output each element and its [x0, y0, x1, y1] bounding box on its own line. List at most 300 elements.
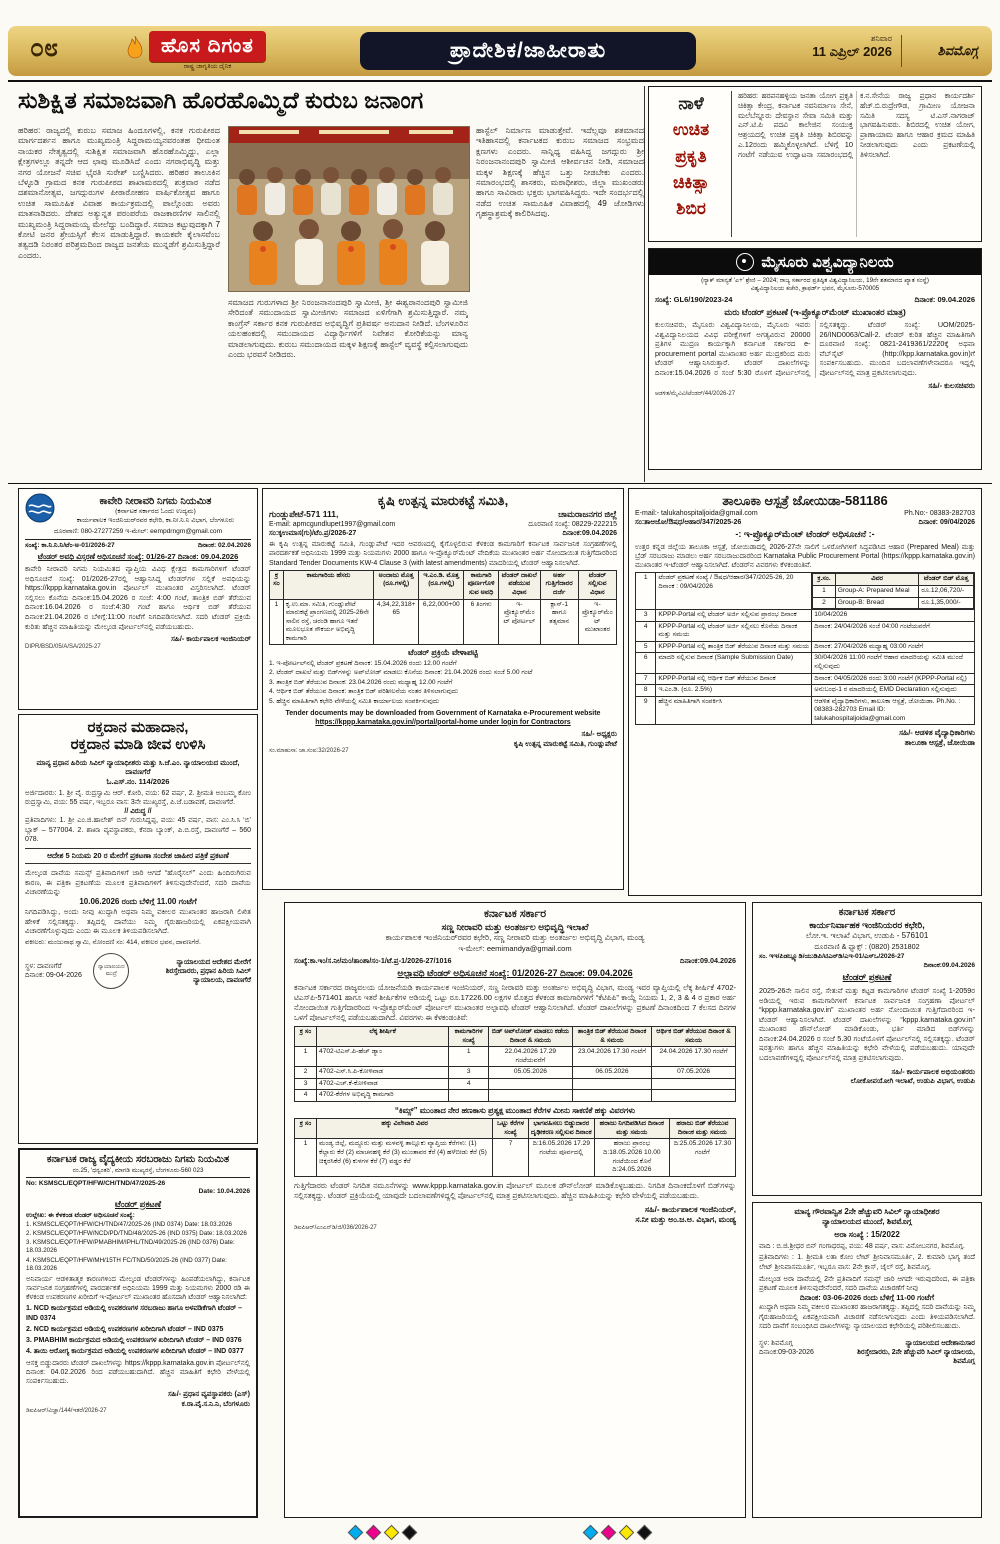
apmc-cell-sl: 1: [270, 599, 284, 645]
mandya-t2-sl: 1: [295, 1139, 317, 1176]
apmc-table-body: [270, 599, 617, 645]
mandya-tender-box: [284, 902, 746, 1518]
joida-row1-number: 1: [636, 573, 656, 610]
newspaper-tagline: ರಾಷ್ಟ್ರ ಜಾಗೃತಿಯ ದೈನಿಕ: [183, 63, 232, 70]
mandya-sign-1: ಸಹಿ/- ಕಾರ್ಯಪಾಲಕ ಇಂಜಿನಿಯರ್,: [644, 1204, 736, 1214]
registration-mark-magenta: [601, 1525, 617, 1541]
kaveri-contact: ದೂರವಾಣಿ: 080-27277259 ಇ-ಮೇಲ್: eempdrngm@gmail.com: [53, 528, 223, 535]
flame-icon: [126, 36, 144, 67]
ksmscl-sign-1: ಸಹಿ/- ಪ್ರಧಾನ ವ್ಯವಸ್ಥಾಪಕರು (ಎಸ್): [167, 1389, 250, 1399]
joida-intro: ಉತ್ತರ ಕನ್ನಡ ಜಿಲ್ಲೆಯ ತಾಲೂಕಾ ಆಸ್ಪತ್ರೆ, ಜೋಯಿಡಾದಲ್ಲಿ 2026-27ನೇ ಸಾಲಿಗೆ ಒಳರೋಗಿಗಳಿಗೆ ಸಿದ್ಧಪಡಿಸಿದ ಆಹಾರ (Prepared Meal) ಮತ್ತು ಬ್ರೆಡ್ ಸರಬರಾಜು ಮಾಡಲು ಅರ್ಹ ಸರಬರಾಜುದಾರರಿಂದ Karnataka Public Procurement Portal (https://kppp.karnataka.gov.in) ಮುಖಾಂತರ ಇ-ಟೆಂಡರ್ ಆಹ್ವಾನಿಸಲಾಗಿದೆ. ಟೆಂಡರ್‌ನ ವಿವರಗಳು ಕೆಳಕಂಡಂತಿವೆ.: [635, 543, 975, 570]
ksmscl-address: ನಂ.25, ‘ಧನ್ವಂತರಿ’, ಮಾಗಡಿ ಮುಖ್ಯರಸ್ತೆ, ಬೆಂಗಳೂರು-560 023: [72, 1166, 204, 1174]
ksmscl-ref-item: 1. KSMSCL/EQPT/HFW/CH/TND/47/2025-26 (IND 0374) Date: 18.03.2026: [26, 1221, 232, 1229]
udupi-title: ಟೆಂಡರ್ ಪ್ರಕಟಣೆ: [842, 972, 892, 983]
apmc-table-header: ಕಾಮಗಾರಿ ಪೂರ್ಣಗೊಳಿಸುವ ಅವಧಿ: [464, 570, 499, 599]
registration-mark-black: [637, 1525, 653, 1541]
apmc-cell-class: ಕ್ಲಾಸ್-1 ಹಾಗೂ ತತ್ಸಮಾನ: [540, 599, 578, 645]
ksmscl-tender-item: 1. NCD ಕಾರ್ಯಕ್ರಮದ ಅಡಿಯಲ್ಲಿ ಉಪಕರಣಗಳ ಸರಬರಾಜು ಹಾಗೂ ಅಳವಡಿಕೆಗಾಗಿ ಟೆಂಡರ್ – IND 0374: [26, 1305, 243, 1322]
court2-plaintiff: ವಾದಿ : ಬಿ.ಜಿ.ಶ್ರೀಧರ ಬಿನ್ ಗಂಗಾಧರಪ್ಪ, ವಯ: 48 ವರ್ಷ, ವಾಸ: ವಿನೋಬನಗರ, ಶಿವಮೊಗ್ಗ.: [759, 1243, 965, 1251]
mandya-t1-count: 1: [449, 1047, 489, 1067]
court1-hearing-date: 10.06.2026 ರಂದು ಬೆಳಿಗ್ಗೆ 11.00 ಗಂಟೆಗೆ: [79, 896, 197, 906]
lead-headline: ಸುಶಿಕ್ಷಿತ ಸಮಾಜವಾಗಿ ಹೊರಹೊಮ್ಮಿದೆ ಕುರುಬ ಜನಾಂಗ: [18, 87, 424, 113]
mandya-t1-upload: 22.04.2026 17.29 ಗಂಟೆಯವರೆಗೆ: [489, 1047, 573, 1067]
joida-date: ದಿನಾಂಕ: 09/04/2026: [918, 518, 975, 526]
article-photo-graphic: [229, 127, 469, 291]
court2-title-1: ಮಾನ್ಯ ಗೌರವಾನ್ವಿತ 2ನೇ ಹೆಚ್ಚುವರಿ ಸಿವಿಲ್ ನ್ಯಾಯಾಧೀಶರ: [794, 1207, 940, 1216]
apmc-table-header: ಅಂದಾಜು ಮೊತ್ತ (ರೂ.ಗಳಲ್ಲಿ): [374, 570, 419, 599]
table-row: [636, 573, 975, 610]
joida-tender-box: [628, 488, 982, 896]
court1-versus: // ವಿರುದ್ಧ //: [124, 808, 152, 816]
mandya-t1-sl: 2: [295, 1067, 317, 1079]
printer-registration-marks: [0, 1527, 1000, 1538]
kaveri-tender-box: [18, 488, 258, 710]
mandya-t1-finbid: [652, 1090, 736, 1102]
joida-group-desc: Group-B: Bread: [835, 597, 919, 609]
court2-title-2: ನ್ಯಾಯಾಲಯದ ಮುಂದೆ, ಶಿವಮೊಗ್ಗ: [822, 1217, 912, 1227]
day-label: ಶನಿವಾರ: [870, 34, 892, 43]
camp-title-word: ಶಿಬಿರ: [676, 199, 706, 219]
apmc-cell-estimate: 4,34,22,318+65: [374, 599, 419, 645]
university-accreditation: (ನ್ಯಾಕ್ ಮಾನ್ಯತೆ ‘ಎ+’ ಶ್ರೇಣಿ – 2024; ರಾಜ್ಯ ಸರ್ಕಾರದ ಪ್ರತಿಷ್ಠಿತ ವಿಶ್ವವಿದ್ಯಾನಿಲಯ, 19ನೇ ಶತಮಾನದ ಖ್ಯಾತ ಸಂಸ್ಥೆ): [701, 277, 929, 284]
joida-group-table: [812, 573, 974, 609]
registration-mark-cyan: [348, 1525, 364, 1541]
apmc-intro: ಈ ಕೃಷಿ ಉತ್ಪನ್ನ ಮಾರುಕಟ್ಟೆ ಸಮಿತಿ, ಗುಂಡ್ಲುಪೇಟೆ ಇದರ ಆವರಣದಲ್ಲಿ ಕೈಗೊಳ್ಳಲಿರುವ ಕೆಳಕಂಡ ಕಾಮಗಾರಿಗೆ ಕರ್ನಾಟಕ ಸಾರ್ವಜನಿಕ ಸಂಗ್ರಹಣೆಗಳಲ್ಲಿ ಪಾರದರ್ಶಕತೆ ಅಧಿನಿಯಮ 1999 ಮತ್ತು ನಿಯಮಗಳು 2000 ಹಾಗೂ ಇ-ಪ್ರೊಕ್ಯೂರ್‌ಮೆಂಟ್ ವೇದಿಕೆಯ ಮುಖಾಂತರ ಅರ್ಹ ನೋಂದಾಯಿತ ಗುತ್ತಿಗೆದಾರರಿಂದ Standard Tender Documents KW-4 Clause 3 (with latest amendments) ಮಾದರಿಯಲ್ಲಿ ಟೆಂಡರ್ ಆಹ್ವಾನಿಸಲಾಗಿದೆ.: [269, 541, 617, 567]
table-row: [813, 597, 974, 609]
mandya-t1-techbid: [572, 1078, 651, 1090]
joida-row-label: KPPP-Portal ನಲ್ಲಿ ತಾಂತ್ರಿಕ ಬಿಡ್ ತೆರೆಯುವ ದಿನಾಂಕ ಮತ್ತು ಸಮಯ: [656, 641, 812, 653]
mandya-t1-sl: 1: [295, 1047, 317, 1067]
kaveri-org-name: ಕಾವೇರಿ ನೀರಾವರಿ ನಿಗಮ ನಿಯಮಿತ: [99, 495, 212, 507]
court1-body-1: ಮೇಲ್ಕಂಡ ದಾವೆಯ ಸಮನ್ಸ್ ಪ್ರತಿವಾದಿಗಳಿಗೆ ಜಾರಿ ಆಗದೆ “ಹೊರೈಸಲ್” ಎಂದು ಹಿಂದಿರುಗಿರುವ ಕಾರಣ, ಈ ಪತ್ರಿಕಾ ಪ್ರಕಟಣೆಯ ಮೂಲಕ ಪ್ರತಿವಾದಿಗಳಿಗೆ ತಿಳಿಸುವುದೇನೆಂದರೆ, ಸದರಿ ದಾವೆಯ ವಿಚಾರಣೆಯನ್ನು: [25, 868, 251, 897]
mandya-dept: ಸಣ್ಣ ನೀರಾವರಿ ಮತ್ತು ಅಂತರ್ಜಲ ಅಭಿವೃದ್ಧಿ ಇಲಾಖೆ: [441, 921, 589, 932]
udupi-phone: ದೂರವಾಣಿ & ಫ್ಯಾಕ್ಸ್ : (0820) 2531802: [814, 941, 920, 951]
mandya-t1-header: ಲೆಕ್ಕ ಶೀರ್ಷಿಕೆ: [317, 1026, 449, 1046]
university-name: ಮೈಸೂರು ವಿಶ್ವವಿದ್ಯಾನಿಲಯ: [761, 253, 894, 271]
university-signature: ಸಹಿ/- ಕುಲಸಚಿವರು: [928, 380, 975, 390]
udupi-sign-1: ಸಹಿ/- ಕಾರ್ಯಪಾಲಕ ಅಭಿಯಂತರರು: [891, 1066, 975, 1076]
court-notice-davangere: [18, 714, 258, 1144]
mandya-t2-open: ದಿ:25.05.2026 17.30 ಗಂಟೆಗೆ: [669, 1139, 735, 1176]
joida-group-sl: 2: [813, 597, 836, 609]
apmc-cell-period: 6 ತಿಂಗಳು: [464, 599, 499, 645]
joida-group-header-row: [813, 574, 974, 586]
apmc-schedule-item: 2. ಟೆಂಡರ್ ದಾಖಲೆ ಮತ್ತು ಬಿಡ್‌ಗಳನ್ನು ಅಪ್‌ಲೋಡ್ ಮಾಡಲು ಕೊನೆಯ ದಿನಾಂಕ: 21.04.2026 ರಂದು ಸಂಜೆ 5.00 ಗಂಟೆ: [269, 669, 533, 677]
apmc-schedule-item: 4. ಆರ್ಥಿಕ ಬಿಡ್ ತೆರೆಯುವ ದಿನಾಂಕ: ತಾಂತ್ರಿಕ ಬಿಡ್ ಪರಿಶೀಲನೆಯ ನಂತರ ತಿಳಿಸಲಾಗುವುದು: [269, 688, 459, 696]
court1-lawyer: ವಕೀಲರು: ಮಂಜುನಾಥ ಸ್ವಾಮಿ, ನೋಂದಣಿ ಸಂ: 414, ವಕೀಲರ ಭವನ, ದಾವಣಗೆರೆ.: [25, 938, 201, 946]
udupi-date: ದಿನಾಂಕ:09.04.2026: [923, 961, 975, 969]
table-row: [813, 586, 974, 598]
joida-ref: ಸಂ:ತಾಆಜೋ/ಔಷಧ/ಆಹಾರ/347/2025-26: [635, 518, 742, 526]
apmc-download-note: Tender documents may be downloaded from Government of Karnataka e-Procurement website: [285, 709, 601, 717]
ksmscl-title: ಟೆಂಡರ್ ಪ್ರಕಟಣೆ: [114, 1198, 162, 1209]
ksmscl-item-list: [26, 1304, 250, 1356]
mandya-t1-header: ಕಾಮಗಾರಿಗಳ ಸಂಖ್ಯೆ: [449, 1026, 489, 1046]
nature-camp-notice: [648, 86, 982, 242]
mandya-t1-techbid: 23.04.2026 17.30 ಗಂಟೆಗೆ: [572, 1047, 651, 1067]
camp-title: [655, 91, 732, 237]
mandya-t1-techbid: 06.05.2026: [572, 1067, 651, 1079]
apmc-schedule-item: 5. ಹೆಚ್ಚಿನ ಮಾಹಿತಿಗಾಗಿ ಕಛೇರಿ ವೇಳೆಯಲ್ಲಿ ಸಮಿತಿ ಕಾರ್ಯಾಲಯ ಸಂಪರ್ಕಿಸುವುದು: [269, 697, 440, 705]
court2-sign-1: ನ್ಯಾಯಾಲಯದ ಆದೇಶಾನುಸಾರ: [905, 1340, 975, 1348]
mandya-t1-upload: [489, 1078, 573, 1090]
court2-sign-2: ಶಿರಸ್ತೇದಾರರು, 2ನೇ ಹೆಚ್ಚುವರಿ ಸಿವಿಲ್ ನ್ಯಾಯಾಲಯ, ಶಿವಮೊಗ್ಗ: [857, 1349, 975, 1366]
mandya-t1-finbid: 07.05.2026: [652, 1067, 736, 1079]
university-tender-box: [648, 248, 982, 470]
ksmscl-ref-item: 3. KSMSCL/EQPT/HFW/PMABHIM/IPHL/TND/49/2025-26 (IND 0376) Date: 18.03.2026: [26, 1239, 235, 1255]
udupi-govt: ಕರ್ನಾಟಕ ಸರ್ಕಾರ: [838, 907, 896, 918]
ksmscl-name: ಕರ್ನಾಟಕ ರಾಜ್ಯ ವೈದ್ಯಕೀಯ ಸರಬರಾಜು ನಿಗಮ ನಿಯಮಿತ: [46, 1154, 230, 1165]
mandya-table-1: [294, 1026, 736, 1102]
court2-hearing-date: ದಿನಾಂಕ: 03-06-2026 ರಂದು ಬೆಳಿಗ್ಗೆ 11-00 ಗಂಟೆಗೆ: [799, 1293, 935, 1303]
mandya-t1-count: 3: [449, 1067, 489, 1079]
apmc-table-header-row: [270, 570, 617, 599]
joida-group-amount: ರೂ.1,35,000/-: [919, 597, 974, 609]
university-body: [655, 320, 975, 377]
lead-article: [18, 88, 644, 482]
joida-row-label: ಇ.ಎಂ.ಡಿ. (ರೂ. 2.5%): [656, 685, 812, 697]
court2-defendants: ಪ್ರತಿವಾದಿಗಳು : 1. ಶ್ರೀಮತಿ ಲತಾ ಕೋಂ ಲೇಟ್ ಶ್ರೀನಿವಾಸಮೂರ್ತಿ, 2. ಕುಮಾರಿ ಭಾಗ್ಯ ತಂದೆ ಲೇಟ್ ಶ್ರೀನಿವಾಸಮೂರ್ತಿ, ಇಬ್ಬರೂ ವಾಸ: 2ನೇ ಕ್ರಾಸ್, ಜೈಲ್ ರಸ್ತೆ, ಶಿವಮೊಗ್ಗ.: [759, 1254, 975, 1271]
udupi-office-2: ಲೋ.ಇ. ಇಲಾಖೆ ವಿಭಾಗ, ಉಡುಪಿ - 576101: [805, 931, 929, 941]
joida-name: ತಾಲೂಕಾ ಆಸ್ಪತ್ರೆ ಜೋಯಿಡಾ-581186: [722, 493, 888, 508]
joida-row-number: 7: [636, 673, 656, 685]
kaveri-ref: ಸಂಖ್ಯೆ: ಕಾ.ನಿ.ನಿ.ನಿ/ಟೆಂ-ಅ-01/2026-27: [25, 541, 115, 549]
knnl-logo-icon: [25, 493, 55, 528]
newspaper-title-block: [149, 31, 266, 71]
article-photo: [228, 126, 470, 292]
university-tender-title: ಮರು ಟೆಂಡರ್ ಪ್ರಕಟಣೆ (ಇ-ಪ್ರೊಕ್ಯೂರ್‌ಮೆಂಟ್ ಮುಖಾಂತರ ಮಾತ್ರ): [724, 307, 906, 318]
mandya-t1-header-row: [295, 1026, 736, 1046]
camp-title-word: ನಾಳೆ: [678, 94, 704, 113]
registration-mark-yellow: [384, 1525, 400, 1541]
apmc-place-right: ಚಾಮರಾಜನಗರ ಜಿಲ್ಲೆ: [558, 508, 617, 519]
joida-row-value: ದಿನಾಂಕ: 24/04/2026 ಸಂಜೆ 04:00 ಗಂಟೆಯವರೆಗೆ: [812, 621, 975, 641]
court1-notice-heading: ಆದೇಶ 5 ನಿಯಮ 20 ರ ಮೇರೆಗೆ ಪ್ರಕಟಣಾ ಸಂದೇಶ ಜಾಹೀರ ಪತ್ರಿಕೆ ಪ್ರಕಟಣೆ: [25, 848, 251, 864]
blood-slogan-1: ರಕ್ತದಾನ ಮಹಾದಾನ,: [87, 719, 189, 736]
mandya-email: ಇ-ಮೇಲ್: eemimandya@gmail.com: [458, 943, 572, 953]
mandya-t1-head: 4702-ಎಚ್.ಕೆ-ಕೋಳಿವಾಡ: [317, 1078, 449, 1090]
joida-table: [635, 572, 975, 725]
mandya-fish-heading: “ಕಿಮ್ಸ್” ಮುಂತಾದ ನೇರ ಹಣಕಾಸು ಪ್ರತ್ಯಕ್ಷ ಮುಂತಾದ ಕೆರೆಗಳ ಮೀನು ಸಾಕಣಿಕೆ ಹಕ್ಕು ವಿವರಗಳು: [394, 1105, 636, 1115]
registration-mark-cyan: [583, 1525, 599, 1541]
joida-row-value: 30/04/2026 11:00 ಗಂಟೆಗೆ ಆಹಾರ ಮಾದರಿಯನ್ನು ಸಮಿತಿ ಮುಂದೆ ಸಲ್ಲಿಸುವುದು: [812, 653, 975, 673]
mandya-t1-head: 4702-ಎಸ್.ಸಿ.ಪಿ-ಕೋಳಿವಾಡ: [317, 1067, 449, 1079]
joida-row-value: ಆಡಳಿತ ವೈದ್ಯಾಧಿಕಾರಿಗಳು, ತಾಲೂಕಾ ಆಸ್ಪತ್ರೆ, ಜೋಯಿಡಾ. Ph.No. : 08383-282703 Email ID: talukahospitaljoida@gmail.com: [812, 696, 975, 725]
apmc-sign-1: ಸಹಿ/- ಅಧ್ಯಕ್ಷರು: [581, 728, 617, 738]
ksmscl-footer-ref: ಡಿಐಪಿಆರ್/ವಿಜ್ಞಾ/144/ಇತರೆ/2026-27: [26, 1408, 107, 1415]
joida-group-amount: ರೂ.12,06,720/-: [919, 586, 974, 598]
joida-row-label: ಮಾದರಿ ಸಲ್ಲಿಸುವ ದಿನಾಂಕ (Sample Submission Date): [656, 653, 812, 673]
mandya-t2-detail: ಮಂಡ್ಯ ಜಿಲ್ಲೆ, ಮದ್ದೂರು ಮತ್ತು ಮಳವಳ್ಳಿ ತಾಲ್ಲೂಕು ವ್ಯಾಪ್ತಿಯ ಕೆರೆಗಳು: (1) ಕೆಲ್ಲಾರು ಕೆರೆ (2) ಮಾಚನಹಳ್ಳಿ ಕೆರೆ (3) ಮುಂತಾವರ ಕೆರೆ (4) ಹಳೆಬೀಡು ಕೆರೆ (5) ಚಿಕ್ಕರಸಿಕೆರೆ (6) ಕುಳಗಳ ಕೆರೆ (7) ವಡ್ಡರ ಕೆರೆ: [317, 1139, 493, 1176]
mandya-title: ಅಲ್ಪಾವಧಿ ಟೆಂಡರ್ ಅಧಿಸೂಚನೆ ಸಂಖ್ಯೆ: 01/2026-27 ದಿನಾಂಕ: 09.04.2026: [397, 968, 633, 979]
table-row: [636, 610, 975, 622]
kaveri-body: ಕಾವೇರಿ ನೀರಾವರಿ ನಿಗಮ ನಿಯಮಿತದ ವ್ಯಾಪ್ತಿಯ ವಿವಿಧ ಕ್ಷೇತ್ರದ ಕಾಮಗಾರಿಗಳಿಗೆ ಟೆಂಡರ್ ಅಧಿಸೂಚನೆ ಸಂಖ್ಯೆ: 01/2026-27ರಲ್ಲಿ ಆಹ್ವಾನಿಸಿದ್ದ ಟೆಂಡರ್‌ಗಳ ಸಲ್ಲಿಕೆ ಅವಧಿಯನ್ನು https://kppp.karnataka.gov.in ಪೋರ್ಟಲ್ ಮುಖಾಂತರ ವಿಸ್ತರಿಸಲಾಗಿದೆ. ಟೆಂಡರ್ ಸಲ್ಲಿಸಲು ಕೊನೆಯ ದಿನಾಂಕ:15.04.2026 ರ ಸಂಜೆ: 4:00 ಗಂಟೆ, ತಾಂತ್ರಿಕ ಬಿಡ್ ತೆರೆಯುವ ದಿನಾಂಕ:16.04.2026 ರ ಸಂಜೆ:4:30 ಗಂಟೆ ಹಾಗೂ ಆರ್ಥಿಕ ಬಿಡ್ ತೆರೆಯುವ ದಿನಾಂಕ:21.04.2026 ರ ಬೆಳಿಗ್ಗೆ:11:00 ಗಂಟೆಗೆ ನಿಗದಿಪಡಿಸಲಾಗಿದೆ. ಸದರಿ ಟೆಂಡರ್ ಪ್ರಕ್ರಿಯೆ ಕುರಿತು ಹೆಚ್ಚಿನ ಮಾಹಿತಿಯನ್ನು ಮೇಲ್ಕಂಡ ಪೋರ್ಟಲ್‌ನಲ್ಲಿ ಪಡೆಯಬಹುದು.: [25, 564, 251, 631]
apmc-sign-2: ಕೃಷಿ ಉತ್ಪನ್ನ ಮಾರುಕಟ್ಟೆ ಸಮಿತಿ, ಗುಂಡ್ಲುಪೇಟೆ: [513, 738, 617, 748]
table-row: [295, 1067, 736, 1079]
table-row: [270, 599, 617, 645]
table-row: [636, 685, 975, 697]
joida-group-sl: 1: [813, 586, 836, 598]
camp-title-word: ಉಚಿತ: [672, 120, 710, 140]
mandya-t1-header: ತಾಂತ್ರಿಕ ಬಿಡ್ ತೆರೆಯುವ ದಿನಾಂಕ & ಸಮಯ: [572, 1026, 651, 1046]
university-header: [649, 249, 981, 275]
apmc-table-header: ಇ.ಎಂ.ಡಿ. ಮೊತ್ತ (ರೂ.ಗಳಲ್ಲಿ): [419, 570, 464, 599]
mandya-t1-upload: 05.05.2026: [489, 1067, 573, 1079]
mandya-t2-header-row: [295, 1119, 736, 1139]
university-emblem-icon: [736, 253, 754, 271]
joida-group-body: [813, 586, 974, 609]
apmc-footer-ref: ಸಂ.ಮಾಹುಸಾ: ಜಾ.ಸಂಪ:32/2026-27: [269, 748, 349, 755]
kaveri-subtitle: (ಕರ್ನಾಟಕ ಸರ್ಕಾರದ ಓಂದು ಉದ್ಯಮ): [115, 508, 196, 516]
university-footer-ref: ಆಡಳಿತ/ಮೈವಿವಿ/ಟೆಂಡರ್/44/2026-27: [655, 390, 736, 397]
joida-group-header: ವಿವರ: [835, 574, 919, 586]
registration-mark-magenta: [366, 1525, 382, 1541]
mandya-t2-auction: ಹರಾಜು ಪ್ರಾರಂಭ ದಿ:18.05.2026 10.00 ಗಂಟೆಯಿಂದ ಕೊನೆ ದಿ:24.05.2026: [594, 1139, 669, 1176]
table-row: [295, 1047, 736, 1067]
court-notice-shivamogga: [752, 1202, 982, 1518]
joida-row-value: ಅನುಬಂಧ-1 ರ ಮಾದರಿಯಲ್ಲಿ EMD Declaration ಸಲ್ಲಿಸುವುದು: [812, 685, 975, 697]
edition-label: ಶಿವಮೊಗ್ಗ: [937, 43, 978, 58]
mandya-t1-techbid: [572, 1090, 651, 1102]
table-row: [295, 1139, 736, 1176]
court2-date: ದಿನಾಂಕ:09-03-2026: [759, 1349, 814, 1357]
ksmscl-tender-item: 3. PMABHIM ಕಾರ್ಯಕ್ರಮದ ಅಡಿಯಲ್ಲಿ ಉಪಕರಣಗಳ ಖರೀದಿಗಾಗಿ ಟೆಂಡರ್ – IND 0376: [26, 1337, 242, 1345]
kaveri-footer-ref: DIPR/BSD/05/A/SA/2025-27: [25, 643, 101, 650]
table-row: [295, 1078, 736, 1090]
joida-sign-2: ತಾಲೂಕಾ ಆಸ್ಪತ್ರೆ, ಜೋಯಿಡಾ: [904, 738, 975, 748]
blood-slogan-2: ರಕ್ತದಾನ ಮಾಡಿ ಜೀವ ಉಳಿಸಿ: [70, 736, 206, 754]
ksmscl-ref-list: [26, 1221, 250, 1272]
joida-row-label: ಹೆಚ್ಚಿನ ಮಾಹಿತಿಗಾಗಿ ಸಂಪರ್ಕಿಸಿ: [656, 696, 812, 725]
apmc-cell-submitmode: ಇ-ಪ್ರೊಕ್ಯೂರ್‌ಮೆಂಟ್ ಮುಖಾಂತರ: [578, 599, 616, 645]
joida-row1-label: ಟೆಂಡರ್ ಪ್ರಕಟಣೆ ಸಂಖ್ಯೆ / ಔಷಧ/ಆಹಾರ/347/2025-26, 20 ದಿನಾಂಕ : 09/04/2026: [656, 573, 812, 610]
table-row: [636, 696, 975, 725]
camp-body: ಹರಿಹರ: ಹರಪನಹಳ್ಳಿಯ ಜನತಾ ಯೋಗ ಪ್ರಕೃತಿ ಚಿಕಿತ್ಸಾ ಕೇಂದ್ರ, ಕರ್ನಾಟಕ ನವನಿರ್ಮಾಣ ಸೇನೆ, ಮಲೆಬೆನ್ನೂರು ದೇವಸ್ಥಾನ ಸೇವಾ ಸಮಿತಿ ಮತ್ತು ಎನ್.ಟಿ.ಪಿ ಪದವಿ ಕಾಲೇಜಿನ ಸಂಯುಕ್ತ ಆಶ್ರಯದಲ್ಲಿ ಉಚಿತ ಪ್ರಕೃತಿ ಚಿಕಿತ್ಸಾ ಶಿಬಿರವನ್ನು ಎ.12ರಂದು ಹಮ್ಮಿಕೊಳ್ಳಲಾಗಿದೆ. ಬೆಳಿಗ್ಗೆ 10 ಗಂಟೆಗೆ ನಡೆಯುವ ಉದ್ಘಾಟನಾ ಸಮಾರಂಭದಲ್ಲಿ ಕ.ನ.ಸೇನೆಯ ರಾಜ್ಯ ಪ್ರಧಾನ ಕಾರ್ಯದರ್ಶಿ ಹೆಚ್.ಬಿ.ರುದ್ರೇಗೌಡ, ಗ್ರಾಮೀಣ ಯೋಜನಾ ಸಮಿತಿ ಸದಸ್ಯ ಟಿ.ಎಸ್.ನಾಗರಾಜ್ ಭಾಗವಹಿಸುವರು. ಶಿಬಿರದಲ್ಲಿ ಉಚಿತ ಯೋಗ, ಪ್ರಾಣಾಯಾಮ ಹಾಗೂ ಆಹಾರ ಕ್ರಮದ ಮಾಹಿತಿ ನೀಡಲಾಗುವುದು ಎಂದು ಪ್ರಕಟಣೆಯಲ್ಲಿ ತಿಳಿಸಲಾಗಿದೆ.: [738, 91, 975, 159]
mandya-t1-header: ಆರ್ಥಿಕ ಬಿಡ್ ತೆರೆಯುವ ದಿನಾಂಕ & ಸಮಯ: [652, 1026, 736, 1046]
udupi-tender-box: [752, 902, 982, 1196]
kaveri-signature: ಸಹಿ/- ಕಾರ್ಯಪಾಲಕ ಇಂಜಿನಿಯರ್: [171, 634, 251, 644]
udupi-sign-2: ಲೋಕೋಪಯೋಗಿ ಇಲಾಖೆ, ಉಡುಪಿ ವಿಭಾಗ, ಉಡುಪಿ: [850, 1076, 975, 1086]
joida-group-desc: Group-A: Prepared Meal: [835, 586, 919, 598]
section-title: ಪ್ರಾದೇಶಿಕ/ಜಾಹೀರಾತು: [360, 32, 696, 70]
apmc-phone: ದೂರವಾಣಿ ಸಂಖ್ಯೆ: 08229-222215: [528, 520, 617, 528]
udupi-office-1: ಕಾರ್ಯನಿರ್ವಾಹಕ ಇಂಜಿನಿಯರರ ಕಛೇರಿ,: [809, 919, 925, 930]
mandya-t2-header: ಕ್ರ ಸಂ: [295, 1119, 317, 1139]
udupi-ref: ಸಂ. ಇಇ/ಪಿಡಬ್ಲ್ಯೂಡಿ/ಯುಡಿಪಿ/ಟಿಎನ್‌ಡಿ/ಎಇ-01/ಎಸ್‌ಒ/2026-27: [759, 953, 905, 961]
date-block: [812, 34, 892, 60]
table-row: [636, 653, 975, 673]
apmc-table-header: ಕಾಮಗಾರಿಯ ಹೆಸರು: [283, 570, 373, 599]
apmc-table-header: ಟೆಂಡರ್ ಸಲ್ಲಿಸುವ ವಿಧಾನ: [578, 570, 616, 599]
mandya-t1-sl: 4: [295, 1090, 317, 1102]
apmc-schedule-item: 3. ತಾಂತ್ರಿಕ ಬಿಡ್ ತೆರೆಯುವ ದಿನಾಂಕ: 23.04.2026 ರಂದು ಮಧ್ಯಾಹ್ನ 12.00 ಗಂಟೆಗೆ: [269, 678, 453, 686]
court1-defendants: ಪ್ರತಿವಾದಿಗಳು: 1. ಶ್ರೀ ಎಂ.ಜಿ.ಹಾಲೇಶ್ ಬಿನ್ ಗುರುಸಿದ್ದಪ್ಪ, ವಯ: 45 ವರ್ಷ, ವಾಸ: ಎಂ.ಸಿ.ಸಿ ‘ಬಿ’ ಬ್ಲಾಕ್ – 577004. 2. ಶಾಖಾ ವ್ಯವಸ್ಥಾಪಕರು, ಕೆನರಾ ಬ್ಯಾಂಕ್, ಪಿ.ಬಿ.ರಸ್ತೆ, ದಾವಣಗೆರೆ – 560 078.: [25, 817, 251, 843]
ksmscl-ref-item: 2. KSMSCL/EQPT/HFW/NCD/PD/TND/48/2025-26 (IND 0375) Date: 18.03.2026: [26, 1230, 247, 1238]
mandya-t1-head: 4702-ಕೆರೆಗಳ ಅಭಿವೃದ್ಧಿ ಕಾಮಗಾರಿ: [317, 1090, 449, 1102]
joida-row-number: 8: [636, 685, 656, 697]
joida-phone: Ph.No:- 08383-282703: [904, 509, 975, 517]
lead-column-1: ಹರಿಹರ: ರಾಜ್ಯದಲ್ಲಿ ಕುರುಬ ಸಮಾಜ ಹಿಂದೂಗಳಲ್ಲಿ, ಕನಕ ಗುರುಪೀಠದ ಮಾರ್ಗದರ್ಶನ ಹಾಗೂ ಮುಖ್ಯಮಂತ್ರಿ ಸಿದ್ದರಾಮಯ್ಯನವರಂತಹ ಧೀಮಂತ ನಾಯಕರ ನೇತೃತ್ವದಲ್ಲಿ ಸುಶಿಕ್ಷಿತ ಸಮಾಜವಾಗಿ ಹೊರಹೊಮ್ಮಿದ್ದು, ಎಲ್ಲಾ ಕ್ಷೇತ್ರಗಳಲ್ಲೂ ತನ್ನದೇ ಆದ ಛಾಪು ಮೂಡಿಸಿದೆ ಎಂದು ನಗರಾಭಿವೃದ್ಧಿ ಮತ್ತು ನಗರ ಯೋಜನೆ ಸಚಿವ ಭೈರತಿ ಸುರೇಶ್ ಬಣ್ಣಿಸಿದರು. ಹರಿಹರ ತಾಲೂಕಿನ ಬೆಳ್ಳೂಡಿ ಗ್ರಾಮದ ಕನಕ ಗುರುಪೀಠದ ಶಾಖಾಮಠದಲ್ಲಿ ಶುಕ್ರವಾರ ನಡೆದ ದಶಮಾನೋತ್ಸವ, ಜಗದ್ಗುರುಗಳ ಪೀಠಾರೋಹಣ ವಾರ್ಷಿಕೋತ್ಸವ ಹಾಗೂ ಉಚಿತ ಸಾಮೂಹಿಕ ವಿವಾಹ ಕಾರ್ಯಕ್ರಮದಲ್ಲಿ ಪಾಲ್ಗೊಂಡು ಅವರು ಮಾತನಾಡಿದರು. ದೇಶದ ಅತ್ಯುನ್ನತ ಪರಂಪರೆಯ ರಾಜಕಾರಣಿಗಳ ಸಾಲಿನಲ್ಲಿ ಮುಖ್ಯಮಂತ್ರಿ ಸಿದ್ದರಾಮಯ್ಯ ಮೇಲೆದ್ದು ಬಂದಿದ್ದಾರೆ. ಸಮಾಜ ಕಟ್ಟುವುದಕ್ಕಾಗಿ 7 ಕೋಟಿ ಜನರ ಶ್ರೇಯಸ್ಸಿಗೆ ಕೆಲಸ ಮಾಡುತ್ತಿದ್ದಾರೆ. ಕಾಯಕವೇ ಕೈಲಾಸವೆಂಬ ತತ್ವದಡಿ ನಿರಂತರ ಪರಿಶ್ರಮದಿಂದ ರಾಜ್ಯದ ಜನತೆಯ ಮುನ್ನಡೆಗೆ ಶ್ರಮಿಸುತ್ತಿದ್ದಾರೆ ಎಂದರು.: [18, 126, 220, 260]
udupi-body: 2025-26ನೇ ಸಾಲಿನ ರಸ್ತೆ, ಸೇತುವೆ ಮತ್ತು ಕಟ್ಟಡ ಕಾಮಗಾರಿಗಳ ಟೆಂಡರ್ ಸಂಖ್ಯೆ 1-2059ರ ಅಡಿಯಲ್ಲಿ ಇರುವ ಕಾಮಗಾರಿಗಳಿಗೆ ಕರ್ನಾಟಕ ಸಾರ್ವಜನಿಕ ಸಂಗ್ರಹಣಾ ಪೋರ್ಟಲ್ “kppp.karnataka.gov.in” ಮುಖಾಂತರ ಅರ್ಹ ನೋಂದಾಯಿತ ಗುತ್ತಿಗೆದಾರರಿಂದ ಇ-ಟೆಂಡರ್ ಆಹ್ವಾನಿಸಲಾಗಿದೆ. ಟೆಂಡರ್ ದಾಖಲೆಗಳನ್ನು “kppp.karnataka.gov.in” ಮುಖಾಂತರ ಡೌನ್‌ಲೋಡ್ ಮಾಡಿಕೊಂಡು, ಭರ್ತಿ ಮಾಡಿದ ಬಿಡ್‌ಗಳನ್ನು ದಿನಾಂಕ:24.04.2026 ರ ಸಂಜೆ 5.30 ಗಂಟೆಯೊಳಗೆ ಪೋರ್ಟಲ್‌ನಲ್ಲಿ ಸಲ್ಲಿಸತಕ್ಕದ್ದು. ಟೆಂಡರ್ ಷರತ್ತುಗಳು ಹಾಗೂ ಹೆಚ್ಚಿನ ಮಾಹಿತಿಯನ್ನು ಕಛೇರಿ ವೇಳೆಯಲ್ಲಿ ಪಡೆಯಬಹುದು. ಯಾವುದೇ ಬದಲಾವಣೆಗಳಿದ್ದಲ್ಲಿ ಪೋರ್ಟಲ್‌ನಲ್ಲಿ ಮಾತ್ರ ಪ್ರಕಟಿಸಲಾಗುವುದು.: [759, 985, 975, 1063]
table-row: [636, 641, 975, 653]
joida-rows-body: [636, 610, 975, 725]
joida-row-number: 4: [636, 621, 656, 641]
header-rule: [8, 80, 992, 82]
registration-mark-yellow: [619, 1525, 635, 1541]
mandya-footer-ref: ಡಿಐಪಿಆರ್/ಎಂಎನ್‌ಡಿ/ಜಿ/036/2026-27: [294, 1225, 377, 1232]
kaveri-address: ಕಾರ್ಯಪಾಲಕ ಇಂಜಿನಿಯರ್‌ರವರ ಕಛೇರಿ, ಕಾ.ನೀ.ನಿ.ನಿ ವಿಭಾಗ, ಬೆಂಗಳೂರು: [76, 516, 235, 524]
court1-body-2: ನಿಗದಿಪಡಿಸಿದ್ದು, ಅಂದು ನೀವು ಖುದ್ದಾಗಿ ಅಥವಾ ನಿಮ್ಮ ವಕೀಲರ ಮುಖಾಂತರ ಹಾಜರಾಗಿ ಲಿಖಿತ ಹೇಳಿಕೆ ಸಲ್ಲಿಸತಕ್ಕದ್ದು. ತಪ್ಪಿದಲ್ಲಿ ದಾವೆಯು ನಿಮ್ಮ ಗೈರುಹಾಜರಿಯಲ್ಲಿ ಏಕಪಕ್ಷೀಯವಾಗಿ ವಿಚಾರಣೆಗೊಳ್ಳುವುದು ಎಂದು ಈ ಮೂಲಕ ತಿಳಿಯಪಡಿಸಲಾಗಿದೆ.: [25, 907, 251, 936]
university-body-1: ಕುಲಸಚಿವರು, ಮೈಸೂರು ವಿಶ್ವವಿದ್ಯಾನಿಲಯ, ಮೈಸೂರು ಇವರು ವಿಶ್ವವಿದ್ಯಾನಿಲಯದ ವಿವಿಧ ಪರೀಕ್ಷೆಗಳಿಗೆ ಅಗತ್ಯವಿರುವ 20000 ಪ್ರತಿಗಳ ಮುದ್ರಣ ಕಾರ್ಯಕ್ಕಾಗಿ ಕರ್ನಾಟಕ ಸರ್ಕಾರದ e-procurement portal ಮುಖಾಂತರ ಅರ್ಹ ಮುದ್ರಕರಿಂದ ಮರು ಟೆಂಡರ್ ಆಹ್ವಾನಿಸಿರುತ್ತಾರೆ. ಟೆಂಡರ್ ದಾಖಲೆಗಳನ್ನು ದಿನಾಂಕ:15.04.2026 ರ ಸಂಜೆ 5:30 ರೊಳಗೆ ಪೋರ್ಟಲ್‌ನಲ್ಲಿ ಸಲ್ಲಿಸತಕ್ಕದ್ದು.: [655, 320, 850, 378]
apmc-email: E-mail: apmcgundlupet1997@gmail.com: [269, 520, 396, 528]
court1-date: ದಿನಾಂಕ: 09-04-2026: [25, 972, 82, 980]
apmc-cell-docmode: ಇ-ಪ್ರೊಕ್ಯೂರ್‌ಮೆಂಟ್ ಪೋರ್ಟಲ್: [499, 599, 541, 645]
court2-body-1: ಮೇಲ್ಕಂಡ ಅರಾ ದಾವೆಯಲ್ಲಿ 2ನೇ ಪ್ರತಿವಾದಿಗೆ ಸಮನ್ಸ್ ಜಾರಿ ಆಗದೇ ಇರುವುದರಿಂದ, ಈ ಪತ್ರಿಕಾ ಪ್ರಕಟಣೆ ಮೂಲಕ ತಿಳಿಸುವುದೇನೆಂದರೆ, ಸದರಿ ದಾವೆಯ ವಿಚಾರಣೆಗೆ ನೀವು: [759, 1275, 975, 1293]
apmc-table-header: ಟೆಂಡರ್ ದಾಖಲೆ ಪಡೆಯುವ ವಿಧಾನ: [499, 570, 541, 599]
mandya-t2-header: ಹಕ್ಕು ವಿಲೇವಾರಿ ವಿವರ: [317, 1119, 493, 1139]
table-row: [295, 1090, 736, 1102]
joida-email: E-mail:- talukahospitaljoida@gmail.com: [635, 509, 758, 517]
apmc-schedule-item: 1. ಇ-ಪೋರ್ಟಲ್‌ನಲ್ಲಿ ಟೆಂಡರ್ ಪ್ರಕಟಣೆ ದಿನಾಂಕ: 15.04.2026 ರಂದು 12.00 ಗಂಟೆಗೆ: [269, 659, 457, 667]
court1-place: ಸ್ಥಳ: ದಾವಣಗೆರೆ: [25, 963, 62, 971]
joida-row-number: 3: [636, 610, 656, 622]
mandya-t1-finbid: 24.04.2026 17.30 ಗಂಟೆಗೆ: [652, 1047, 736, 1067]
apmc-name: ಕೃಷಿ ಉತ್ಪನ್ನ ಮಾರುಕಟ್ಟೆ ಸಮಿತಿ,: [377, 493, 509, 508]
mandya-t2-header: ಒಟ್ಟು ಕೆರೆಗಳ ಸಂಖ್ಯೆ: [493, 1119, 528, 1139]
mandya-govt: ಕರ್ನಾಟಕ ಸರ್ಕಾರ: [483, 908, 547, 920]
registration-mark-black: [402, 1525, 418, 1541]
court1-plaintiffs: ಅರ್ಜಿದಾರರು: 1. ಶ್ರೀ ವೈ. ರುದ್ರಸ್ವಾಮಿ ಆರ್. ಕೋರಿ, ವಯ: 62 ವರ್ಷ, 2. ಶ್ರೀಮತಿ ಅಂಬಮ್ಮ ಕೋಂ ರುದ್ರಸ್ವಾಮಿ, ವಯ: 55 ವರ್ಷ, ಇಬ್ಬರೂ ವಾಸ: 3ನೇ ಮುಖ್ಯರಸ್ತೆ, ಪಿ.ಜೆ.ಬಡಾವಣೆ, ದಾವಣಗೆರೆ.: [25, 789, 251, 806]
mandya-t1-upload: [489, 1090, 573, 1102]
masthead-bar: [8, 26, 992, 76]
court1-sign-2: ಶಿರಸ್ತೇದಾರರು, ಪ್ರಧಾನ ಹಿರಿಯ ಸಿವಿಲ್ ನ್ಯಾಯಾಲಯ, ದಾವಣಗೆರೆ: [165, 967, 251, 985]
mandya-t2-header: ಹರಾಜು ನಿಗದಿಪಡಿಸಿದ ದಿನಾಂಕ ಮತ್ತು ಸಮಯ: [594, 1119, 669, 1139]
ksmscl-tender-box: [18, 1148, 258, 1518]
university-ref: ಸಂಖ್ಯೆ: GL6/190/2023-24: [655, 295, 733, 305]
apmc-table-header: ಅರ್ಹ ಗುತ್ತಿಗೆದಾರರ ದರ್ಜೆ: [540, 570, 578, 599]
joida-sign-1: ಸಹಿ/- ಆಡಳಿತ ವೈದ್ಯಾಧಿಕಾರಿಗಳು: [899, 728, 975, 738]
joida-row-value: ದಿನಾಂಕ: 27/04/2026 ಮಧ್ಯಾಹ್ನ 03:00 ಗಂಟೆಗೆ: [812, 641, 975, 653]
ksmscl-closing: ಆಸಕ್ತ ಬಿಡ್ಡುದಾರರು ಟೆಂಡರ್ ದಾಖಲೆಗಳನ್ನು https://kppp.karnataka.gov.in ಪೋರ್ಟಲ್‌ನಲ್ಲಿ ದಿನಾಂಕ: 04.02.2026 ರಿಂದ ಪಡೆಯಬಹುದಾಗಿದೆ. ಹೆಚ್ಚಿನ ಮಾಹಿತಿಗೆ ಕಛೇರಿ ವೇಳೆಯಲ್ಲಿ ಸಂಪರ್ಕಿಸಬಹುದು.: [26, 1359, 250, 1386]
university-date: ದಿನಾಂಕ: 09.04.2026: [914, 295, 975, 305]
joida-row-label: KPPP-Portal ನಲ್ಲಿ ಟೆಂಡರ್ ಅರ್ಜಿ ಸಲ್ಲಿಸಲು ಕೊನೆಯ ದಿನಾಂಕ ಮತ್ತು ಸಮಯ: [656, 621, 812, 641]
court-seal-icon: ನ್ಯಾಯಾಲಯದ ಮುದ್ರೆ: [93, 953, 129, 989]
ksmscl-date: Date: 10.04.2026: [198, 1188, 250, 1196]
court2-body-2: ಖುದ್ದಾಗಿ ಅಥವಾ ನಿಮ್ಮ ವಕೀಲರ ಮುಖಾಂತರ ಹಾಜರಾಗತಕ್ಕದ್ದು. ತಪ್ಪಿದಲ್ಲಿ ಸದರಿ ದಾವೆಯನ್ನು ನಿಮ್ಮ ಗೈರುಹಾಜರಿಯಲ್ಲಿ ಏಕಪಕ್ಷೀಯವಾಗಿ ವಿಚಾರಣೆ ನಡೆಸಲಾಗುವುದು ಎಂದು ತಿಳಿಯಪಡಿಸಲಾಗಿದೆ. ಸದರಿ ದಾವೆಗೆ ಸಂಬಂಧಿಸಿದ ದಾಖಲೆಗಳನ್ನು ನ್ಯಾಯಾಲಯದ ಕಛೇರಿಯಲ್ಲಿ ಪರಿಶೀಲಿಸಬಹುದು.: [759, 1304, 975, 1330]
header-divider: [901, 35, 902, 67]
apmc-table: [269, 570, 617, 646]
column-rule: [644, 86, 645, 482]
page-number: ೦೮: [30, 34, 59, 62]
ksmscl-para: ಅನಿವಾರ್ಯ ಆಡಳಿತಾತ್ಮಕ ಕಾರಣಗಳಿಂದ ಮೇಲ್ಕಂಡ ಟೆಂಡರ್‌ಗಳನ್ನು ಹಿಂಪಡೆಯಲಾಗಿದ್ದು, ಕರ್ನಾಟಕ ಸಾರ್ವಜನಿಕ ಸಂಗ್ರಹಣೆಗಳಲ್ಲಿ ಪಾರದರ್ಶಕತೆ ಅಧಿನಿಯಮ 1999 ಮತ್ತು ನಿಯಮಗಳು 2000 ರಡಿ ಈ ಕೆಳಕಂಡ ಉಪಕರಣಗಳ ಖರೀದಿಗೆ ಇ-ಪೋರ್ಟಲ್ ಮುಖಾಂತರ ಹೊಸದಾಗಿ ಟೆಂಡರ್ ಆಹ್ವಾನಿಸಲಾಗಿದೆ:: [26, 1275, 250, 1302]
table-row: [636, 673, 975, 685]
apmc-date: ದಿನಾಂಕ:09.04.2026: [562, 529, 617, 537]
court1-place-date: [25, 962, 82, 980]
joida-row-label: KPPP-Portal ನಲ್ಲಿ ಆರ್ಥಿಕ ಬಿಡ್ ತೆರೆಯುವ ದಿನಾಂಕ: [656, 673, 812, 685]
mandya-sign-2: ಸ.ನೀ ಮತ್ತು ಅಂ.ಜ.ಅ. ವಿಭಾಗ, ಮಂಡ್ಯ: [635, 1214, 736, 1224]
apmc-cell-work: ಕೃ.ಉ.ಮಾ. ಸಮಿತಿ, ಗುಂಡ್ಲುಪೇಟೆ ಮಾರುಕಟ್ಟೆ ಪ್ರಾಂಗಣದಲ್ಲಿ 2025-26ನೇ ಸಾಲಿನ ರಸ್ತೆ, ಚರಂಡಿ ಹಾಗೂ ಇತರೆ ಮೂಲಭೂತ ಸೌಕರ್ಯ ಅಭಿವೃದ್ಧಿ ಕಾಮಗಾರಿ: [283, 599, 373, 645]
joida-row-number: 6: [636, 653, 656, 673]
kaveri-date: ದಿನಾಂಕ: 02.04.2026: [197, 541, 251, 549]
mandya-t1-count: [449, 1090, 489, 1102]
court2-place: ಸ್ಥಳ: ಶಿವಮೊಗ್ಗ: [759, 1340, 793, 1348]
joida-row1-value: [812, 573, 975, 610]
ksmscl-ref-label: ಉಲ್ಲೇಖ: ಈ ಕೆಳಕಂಡ ಟೆಂಡರ್ ಅಧಿಸೂಚನೆ ಸಂಖ್ಯೆ:: [26, 1211, 135, 1219]
mandya-t2-header: ಹರಾಜು ಬಿಡ್ ತೆರೆಯುವ ದಿನಾಂಕ ಮತ್ತು ಸಮಯ: [669, 1119, 735, 1139]
mandya-t1-count: 4: [449, 1078, 489, 1090]
newspaper-title: ಹೊಸ ದಿಗಂತ: [149, 31, 266, 62]
apmc-ref: ಸಂ:ಕೃಉಮಾಸ(ಗು)/ಟೆಂ.ಪ್ರ/2026-27: [269, 529, 357, 537]
ksmscl-tender-item: 4. ತಾಯಿ ಆರೋಗ್ಯ ಕಾರ್ಯಕ್ರಮದ ಅಡಿಯಲ್ಲಿ ಉಪಕರಣಗಳ ಖರೀದಿಗಾಗಿ ಟೆಂಡರ್ – IND 0377: [26, 1348, 244, 1356]
mandya-t1-sl: 3: [295, 1078, 317, 1090]
apmc-download-url: https://kppp.karnataka.gov.in//portal/portal-home under login for Contractors: [315, 718, 571, 726]
newspaper-logo: [126, 31, 266, 71]
camp-title-word: ಪ್ರಕೃತಿ: [675, 146, 707, 166]
joida-group-header: ಕ್ರ.ಸಂ.: [813, 574, 836, 586]
court1-case-number: ಓ.ಎಸ್.ನಂ. 114/2026: [106, 776, 170, 786]
mandya-table-2: [294, 1118, 736, 1176]
mandya-t2-count: 7: [493, 1139, 528, 1176]
mandya-ref: ಸಂಖ್ಯೆ:ಕಾ.ಇಂ/ಸ.ನೀ/ಮಂ/ತಾಂಶಾ/ಸಂ-1/ಟೆ.ಪ್ರ-1/2026-27/1016: [294, 955, 452, 965]
court2-case-number: ಅರಾ ಸಂಖ್ಯೆ : 15/2022: [834, 1229, 900, 1239]
joida-group-header: ಟೆಂಡರ್ ಬಿಡ್ ಮೊತ್ತ: [919, 574, 974, 586]
joida-row-label: KPPP-Portal ನಲ್ಲಿ ಟೆಂಡರ್ ಅರ್ಜಿ ಸಲ್ಲಿಸುವ ಪ್ರಾರಂಭ ದಿನಾಂಕ: [656, 610, 812, 622]
ksmscl-ref-item: 4. KSMSCL/EQPT/HFW/MH/15TH FC/TND/50/2025-26 (IND 0377) Date: 18.03.2026: [26, 1256, 227, 1272]
apmc-cell-emd: 6,22,000+00: [419, 599, 464, 645]
ksmscl-tender-item: 2. NCD ಕಾರ್ಯಕ್ರಮದ ಅಡಿಯಲ್ಲಿ ಉಪಕರಣಗಳ ಖರೀದಿಗಾಗಿ ಟೆಂಡರ್ – IND 0375: [26, 1325, 224, 1333]
apmc-schedule-list: [269, 660, 617, 707]
mandya-t1-header: ಕ್ರ ಸಂ: [295, 1026, 317, 1046]
university-address: ವಿಶ್ವವಿದ್ಯಾನಿಲಯ ಕಚೇರಿ, ಕ್ರಾಫರ್ಡ್ ಭವನ, ಮೈಸೂರು-570005: [750, 285, 880, 293]
registration-group-left: [350, 1527, 415, 1538]
kaveri-tender-title: ಟೆಂಡರ್ ಅವಧಿ ವಿಸ್ತರಣೆ ಅಧಿಸೂಚನೆ ಸಂಖ್ಯೆ: 01/26-27 ದಿನಾಂಕ: 09.04.2026: [37, 552, 239, 562]
mandya-closing: ಗುತ್ತಿಗೆದಾರರು ಟೆಂಡರ್ ನಿಗದಿತ ನಮೂನೆಗಳನ್ನು www.kppp.karnataka.gov.in ಪೋರ್ಟಲ್ ಮೂಲಕ ಡೌನ್‌ಲೋಡ್ ಮಾಡಿಕೊಳ್ಳಬಹುದು. ನಿಗದಿತ ದಿನಾಂಕದೊಳಗೆ ಬಿಡ್‌ಗಳನ್ನು ಸಲ್ಲಿಸತಕ್ಕದ್ದು. ಟೆಂಡರ್ ಪ್ರಕ್ರಿಯೆಯಲ್ಲಿ ಯಾವುದೇ ಬದಲಾವಣೆಗಳಿದ್ದಲ್ಲಿ ಪೋರ್ಟಲ್‌ನಲ್ಲಿ ಮಾತ್ರ ಪ್ರಕಟಿಸಲಾಗುವುದು. ಹೆಚ್ಚಿನ ಮಾಹಿತಿಯನ್ನು ಕಛೇರಿ ವೇಳೆಯಲ್ಲಿ ಪಡೆಯಬಹುದು.: [294, 1180, 736, 1200]
ksmscl-ref: No: KSMSCL/EQPT/HFW/CH/TND/47/2025-26: [26, 1179, 166, 1187]
court2-place-date: [759, 1339, 814, 1357]
university-body-2: ಟೆಂಡರ್ ಸಂಖ್ಯೆ: UOM/2025-26/IND0063/Call-2. ಟೆಂಡರ್ ಕುರಿತ ಹೆಚ್ಚಿನ ಮಾಹಿತಿಗಾಗಿ ದೂರವಾಣಿ ಸಂಖ್ಯೆ: 0821-2419361/2220ಕ್ಕೆ ಅಥವಾ ವೆಬ್‌ಸೈಟ್ (http://kpp.karnataka.gov.in)ಗೆ ಸಂಪರ್ಕಿಸಬಹುದು. ಮುಂದಿನ ಬದಲಾವಣೆಗಳೇನಾದರೂ ಇದ್ದಲ್ಲಿ ಪೋರ್ಟಲ್‌ನಲ್ಲಿ ಮಾತ್ರ ಪ್ರಕಟಿಸಲಾಗುವುದು.: [819, 320, 975, 378]
table-row: [636, 621, 975, 641]
joida-row-number: 5: [636, 641, 656, 653]
mandya-t1-header: ಬಿಡ್ ಅಪ್‌ಲೋಡ್ ಮಾಡಲು ಕಡೆಯ ದಿನಾಂಕ & ಸಮಯ: [489, 1026, 573, 1046]
court1-signature: [141, 958, 251, 986]
apmc-schedule-title: ಟೆಂಡರ್ ಪ್ರಕ್ರಿಯೆ ವೇಳಾಪಟ್ಟಿ: [408, 648, 478, 658]
joida-row-value: ದಿನಾಂಕ: 04/05/2026 ರಂದು 3:00 ಗಂಟೆಗೆ (KPPP-Portal ನಲ್ಲಿ): [812, 673, 975, 685]
date-label: 11 ಎಪ್ರಿಲ್ 2026: [812, 44, 892, 60]
mandya-office: ಕಾರ್ಯಪಾಲಕ ಇಂಜಿನಿಯರ್‌ರವರ ಕಛೇರಿ, ಸಣ್ಣ ನೀರಾವರಿ ಮತ್ತು ಅಂತರ್ಜಲ ಅಭಿವೃದ್ಧಿ ವಿಭಾಗ, ಮಂಡ್ಯ: [385, 933, 645, 943]
mandya-t1-body: [295, 1047, 736, 1102]
ksmscl-sign-2: ಕ.ರಾ.ವೈ.ಸ.ನಿ.ನಿ, ಬೆಂಗಳೂರು: [181, 1398, 250, 1408]
camp-title-word: ಚಿಕಿತ್ಸಾ: [672, 173, 710, 193]
section-rule: [8, 483, 992, 484]
apmc-place-left: ಗುಂಡ್ಲುಪೇಟೆ-571 111,: [269, 508, 339, 519]
mandya-date: ದಿನಾಂಕ:09.04.2026: [680, 955, 736, 965]
mandya-t2-header: ಭಾಗವಹಿಸಲು ಬಿಡ್ಡುದಾರರ ದೃಢೀಕರಣ ಸಲ್ಲಿಸುವ ದಿನಾಂಕ: [528, 1119, 594, 1139]
joida-title: -: ಇ-ಪ್ರೊಕ್ಯೂರ್‌ಮೆಂಟ್ ಟೆಂಡರ್ ಅಧಿಸೂಚನೆ :-: [735, 529, 875, 540]
court1-sign-1: ನ್ಯಾಯಾಲಯದ ಆದೇಶದ ಮೇರೆಗೆ: [176, 958, 251, 966]
joida-row-number: 9: [636, 696, 656, 725]
lead-column-2: ಸಮಾಜದ ಗುರುಗಳಾದ ಶ್ರೀ ನಿರಂಜನಾನಂದಪುರಿ ಸ್ವಾಮೀಜಿ, ಶ್ರೀ ಈಶ್ವರಾನಂದಪುರಿ ಸ್ವಾಮೀಜಿ ಸೇರಿದಂತೆ ಸಮುದಾಯದ ಸ್ವಾಮೀಜಿಗಳು ಸಮಾಜದ ಏಳಿಗೆಗಾಗಿ ಶ್ರಮಿಸುತ್ತಿದ್ದಾರೆ. ನಮ್ಮ ಕಾಂಗ್ರೆಸ್ ಸರ್ಕಾರ ಕನಕ ಗುರುಪೀಠದ ಅಭಿವೃದ್ಧಿಗೆ ಪ್ರತಿವರ್ಷ ಅನುದಾನ ನೀಡಿದೆ. ಬೆಂಗಳೂರಿನ ಯಲಹಂಕದಲ್ಲಿ ಸಮುದಾಯದ ವಿದ್ಯಾರ್ಥಿಗಳಿಗೆ ನಿವೇಶನ ಕೋರಿಕೆಯನ್ನು ಮಾನ್ಯ ಮಾಡಲಾಗುವುದು. ಕುರುಬ ಸಮುದಾಯದ ಮಕ್ಕಳ ಶಿಕ್ಷಣಕ್ಕೆ ಹಾಸ್ಟೆಲ್ ವ್ಯವಸ್ಥೆ ಕಲ್ಪಿಸಲಾಗುವುದು ಎಂದು ಭರವಸೆ ನೀಡಿದರು.: [228, 298, 468, 360]
mandya-t1-finbid: [652, 1078, 736, 1090]
mandya-t1-head: 4702-ಟಿಎಸ್.ಪಿ-ಹೆಚ್ ಡ್ಯಾಂ: [317, 1047, 449, 1067]
apmc-table-header: ಕ್ರ ಸಂ: [270, 570, 284, 599]
mandya-t2-confirm: ದಿ:16.05.2026 17.29 ಗಂಟೆಯ ಪೂರ್ವದಲ್ಲಿ: [528, 1139, 594, 1176]
registration-group-right: [585, 1527, 650, 1538]
court2-signature: [855, 1339, 975, 1367]
lead-column-3: ಹಾಸ್ಟೆಲ್ ನಿರ್ಮಾಣ ಮಾಡುತ್ತೇವೆ. ಇದೆಲ್ಲವೂ ಶತಮಾನದ ಇತಿಹಾಸದಲ್ಲಿ ಕರ್ನಾಟಕದ ಕುರುಬ ಸಮಾಜದ ಸಂಭ್ರಮದ ಕ್ಷಣಗಳು ಎಂದರು. ಸಾನ್ನಿಧ್ಯ ವಹಿಸಿದ್ದ ಜಗದ್ಗುರು ಶ್ರೀ ನಿರಂಜನಾನಂದಪುರಿ ಸ್ವಾಮೀಜಿ ಆಶೀರ್ವಚನ ನೀಡಿ, ಸಮಾಜದ ಮಕ್ಕಳ ಶಿಕ್ಷಣಕ್ಕೆ ಹೆಚ್ಚಿನ ಒತ್ತು ನೀಡಬೇಕು ಎಂದರು. ಸಮಾರಂಭದಲ್ಲಿ ಶಾಸಕರು, ಮಠಾಧೀಶರು, ಜಿಲ್ಲಾ ಮುಖಂಡರು ಹಾಗೂ ಸಾವಿರಾರು ಭಕ್ತರು ಭಾಗವಹಿಸಿದ್ದರು. ಇದೇ ಸಂದರ್ಭದಲ್ಲಿ ನಡೆದ ಉಚಿತ ಸಾಮೂಹಿಕ ವಿವಾಹದಲ್ಲಿ 49 ಜೋಡಿಗಳು ಗೃಹಸ್ಥಾಶ್ರಮಕ್ಕೆ ಕಾಲಿರಿಸಿದವು.: [476, 126, 644, 219]
mandya-intro: ಕರ್ನಾಟಕ ಸರ್ಕಾರದ ರಾಜ್ಯವಲಯ ಯೋಜನೆಯಡಿ ಕಾರ್ಯಪಾಲಕ ಇಂಜಿನಿಯರ್, ಸಣ್ಣ ನೀರಾವರಿ ಮತ್ತು ಅಂತರ್ಜಲ ಅಭಿವೃದ್ಧಿ ವಿಭಾಗ, ಮಂಡ್ಯ ಇವರ ವ್ಯಾಪ್ತಿಯಲ್ಲಿ ಲೆಕ್ಕ ಶೀರ್ಷಿಕೆ 4702-ಟಿಎಸ್‌ಪಿ-571401 ಹಾಗೂ ಇತರೆ ಶೀರ್ಷಿಕೆಗಳ ಅಡಿಯಲ್ಲಿ ಒಟ್ಟು ರೂ.17226.00 ಲಕ್ಷಗಳ ಮೊತ್ತದ ಕೆಳಕಂಡ ಕಾಮಗಾರಿಗಳಿಗೆ “ಕೆಟಿಪಿಪಿ” ಕಾಯ್ದೆ ನಿಯಮ 1, 2, 3 & 4 ರ ಪ್ರಕಾರ ಅರ್ಹ ನೋಂದಾಯಿತ ಗುತ್ತಿಗೆದಾರರಿಂದ ಇ-ಪ್ರೊಕ್ಯೂರ್‌ಮೆಂಟ್ ಪೋರ್ಟಲ್ ಮುಖಾಂತರ ಅಲ್ಪಾವಧಿ ಟೆಂಡರ್ ಆಹ್ವಾನಿಸಲಾಗಿದೆ. ಟೆಂಡರ್ ದಾಖಲೆಗಳನ್ನು ಪ್ರಕಟಣೆ ದಿನಾಂಕದಿಂದ 7 ಕೆಲಸದ ದಿನಗಳ ಒಳಗೆ ಪೋರ್ಟಲ್‌ನಲ್ಲಿ ಪಡೆಯಬಹುದಾಗಿದೆ. ವಿವರಗಳು ಈ ಕೆಳಕಂಡಂತಿವೆ:: [294, 983, 736, 1022]
joida-row-value: 10/04/2026: [812, 610, 975, 622]
court1-name: ಮಾನ್ಯ ಪ್ರಧಾನ ಹಿರಿಯ ಸಿವಿಲ್ ನ್ಯಾಯಾಧೀಶರು ಮತ್ತು ಸಿ.ಜೆ.ಎಂ. ನ್ಯಾಯಾಲಯದ ಮುಂದೆ, ದಾವಣಗೆರೆ: [36, 757, 240, 777]
